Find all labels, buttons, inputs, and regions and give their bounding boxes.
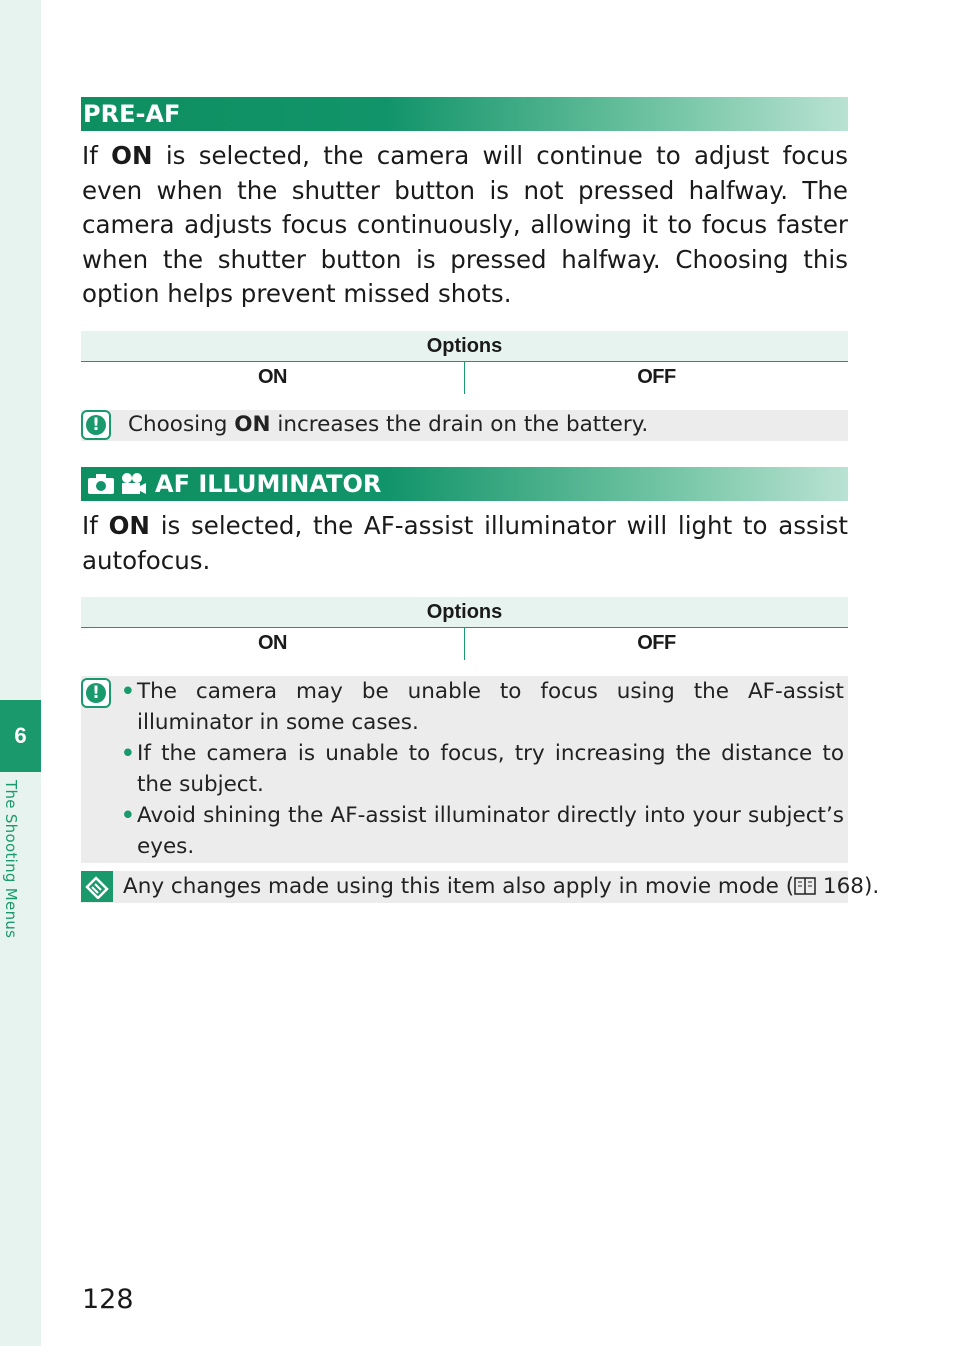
- section-title: AF ILLUMINATOR: [155, 470, 382, 498]
- section-body: [82, 139, 848, 312]
- section-title: PRE-AF: [83, 100, 181, 128]
- note-text-part: increases the drain on the battery.: [270, 412, 649, 437]
- options-row: [81, 628, 848, 660]
- section-header-af-illuminator: [81, 467, 848, 501]
- note-text: [128, 409, 648, 440]
- section-body: [82, 509, 848, 578]
- options-header: Options: [81, 597, 848, 628]
- bullet-text: If the camera is unable to focus, try increasing the distance to the subject.: [137, 741, 844, 797]
- option-on: ON: [258, 632, 287, 654]
- chapter-tab: [0, 700, 41, 772]
- option-off: OFF: [464, 362, 848, 394]
- caution-note: [81, 676, 848, 863]
- book-icon: [794, 877, 816, 895]
- body-emphasis: ON: [108, 511, 150, 540]
- body-text: If: [82, 141, 112, 170]
- memo-icon: [81, 871, 113, 902]
- memo-text-part: 168).: [816, 874, 880, 899]
- body-text: is selected, the camera will continue to adjust focus even when the shutter button is not pressed halfway. The camera adjusts focus continuously, allowing it to focus faster when the shutter button is pressed halfway. Choosing this option helps prevent missed shots.: [82, 141, 849, 308]
- list-item: • Avoid shining the AF-assist illuminator directly into your subject’s eyes.: [121, 803, 844, 859]
- chapter-number: 6: [14, 723, 27, 748]
- options-row: [81, 362, 848, 394]
- list-item: • The camera may be unable to focus using the AF-assist illuminator in some cases.: [121, 679, 844, 735]
- bullet-text: Avoid shining the AF-assist illuminator directly into your subject’s eyes.: [137, 803, 844, 859]
- options-table: [81, 331, 848, 394]
- list-item: • If the camera is unable to focus, try increasing the distance to the subject.: [121, 741, 844, 797]
- bullet-list: [81, 676, 844, 862]
- note-emphasis: ON: [234, 412, 271, 437]
- memo-note: [81, 871, 880, 903]
- memo-text-part: Any changes made using this item also apply in movie mode (: [123, 874, 795, 899]
- body-text: If: [82, 511, 109, 540]
- memo-text: [123, 871, 879, 902]
- movie-camera-icon: [119, 472, 147, 496]
- note-text-part: Choosing: [128, 412, 235, 437]
- caution-icon: !: [81, 410, 111, 440]
- caution-note: [81, 410, 848, 441]
- options-header: Options: [81, 331, 848, 362]
- section-header-pre-af: [81, 97, 848, 131]
- options-table: [81, 597, 848, 660]
- option-on: ON: [258, 366, 287, 388]
- body-emphasis: ON: [111, 141, 153, 170]
- still-camera-icon: [87, 473, 115, 495]
- caution-icon: !: [81, 678, 111, 708]
- chapter-title: The Shooting Menus: [2, 780, 20, 939]
- page-number: 128: [82, 1284, 134, 1315]
- body-text: is selected, the AF-assist illuminator will light to assist autofocus.: [82, 511, 848, 575]
- option-off: OFF: [464, 628, 848, 660]
- bullet-text: The camera may be unable to focus using the AF-assist illuminator in some cases.: [137, 679, 844, 735]
- side-strip: [0, 0, 41, 1346]
